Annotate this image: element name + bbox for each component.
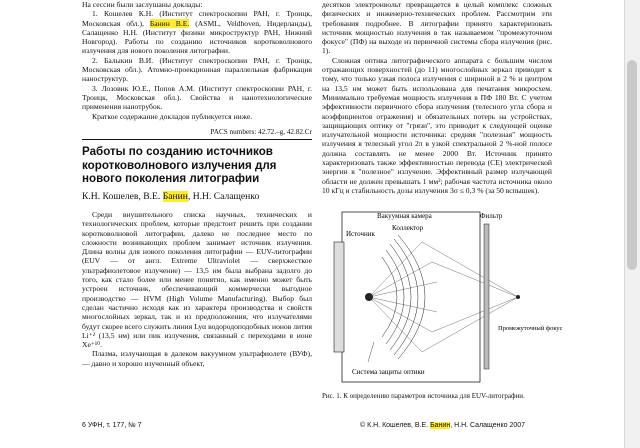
figure-caption: Рис. 1. К определению параметров источника для EUV-литографии.: [322, 392, 525, 400]
label-vacuum: Вакуумная камера: [377, 212, 432, 220]
source-body: [334, 242, 344, 352]
label-focus: Промежуточный фокус: [498, 325, 563, 332]
search-highlight: Банин: [162, 191, 188, 202]
label-source: Источник: [346, 230, 375, 238]
report-item-1: 1. Кошелев К.Н. (Институт спектроскопии РАН, г. Троицк, Московская обл.), Банин В.Е. (ASML, Veldhoven, Нидерланды), Салащенко Н.Н. (Институт физики микроструктур РАН, Нижний Новгород). Работы по созданию источников коротковолнового излучения для нового поколения литографии.: [82, 9, 312, 56]
filter: [484, 224, 489, 369]
footer-copyright: © К.Н. Кошелев, В.Е. Банин, Н.Н. Салащенко 2007: [360, 422, 526, 429]
label-filter: Фильтр: [480, 212, 503, 220]
article-title: Работы по созданию источников коротковолнового излучения для нового поколения литографии: [82, 145, 277, 186]
search-highlight: Банин: [430, 422, 451, 429]
report-item-3: 3. Лозовик Ю.Е., Попов А.М. (Институт спектроскопии РАН, г. Троицк, Московская обл.). Свойства и нанотехнологические применения нанотрубок.: [82, 83, 312, 112]
article-body-left: [82, 210, 312, 368]
label-collector: Коллектор: [392, 224, 424, 232]
article-authors: К.Н. Кошелев, В.Е. Банин, Н.Н. Салащенко: [82, 191, 260, 202]
report-item-2: 2. Балыкин В.И. (Институт спектроскопии РАН, г. Троицк, Московская обл.). Атомно-проекционная параллельная фабрикация наноструктур.: [82, 55, 313, 84]
paragraph: Среди внушительного списка научных, технических и технологических проблем, которые предстоит решить при создании коротковолновой литографии, далеко не последнее место по сложности возникающих проблем занимает источник излучения. Длина волны для нового поколения литографии — EUV-литографии (EUV — от англ. Extreme Ultraviolet — сверхжесткое ультрафиолетовое излучение) — 13,5 нм была выбрана задолго до того, как стало более или менее понятно, как именно может быть устроен источник, обеспечивающий коммерчески выгодное производство — HVM (High Volume Manufacturing). Выбор был сделан частично исходя как из характера производства и свойств многослойных зеркал, так и из предположения, что излучателями будут скорее всего служить линия Lyα водородоподобных ионов лития Li⁺² (13,5 нм) или пик излучения, связанный с переходами в ионе Xe⁺¹⁰.: [82, 210, 312, 350]
footer-journal: 6 УФН, т. 177, № 7: [82, 422, 142, 429]
paragraph: Плазма, излучающая в далеком вакуумном ультрафиолете (ВУФ), — давно и хорошо изученный объект,: [82, 349, 312, 368]
collector-shells: [382, 235, 425, 359]
rays: [369, 242, 518, 352]
session-reports: [82, 0, 312, 121]
article-body-right: [322, 0, 552, 195]
paragraph: десятков электронвольт превращается в целый комплекс сложных физических и инженерно-технических проблем. Рассмотрим эти требования подробнее. В литографии принято характеризовать источник мощностью излучения в так называемом "промежуточном фокусе" (ПФ) на выходе из первичной системы сбора излучения (рис. 1).: [322, 0, 552, 56]
scrollbar-thumb[interactable]: [627, 60, 637, 270]
reports-intro: На сессии были заслушаны доклады:: [82, 0, 203, 9]
search-highlight: Банин В.Е.: [149, 18, 190, 28]
pacs-numbers: PACS numbers: 42.72.–g, 42.82.Cr: [210, 128, 312, 136]
intermediate-focus: [516, 295, 520, 299]
reports-closing: Краткое содержание докладов публикуется ниже.: [92, 111, 253, 121]
figure-euv-source: [322, 202, 563, 392]
paragraph: Сложная оптика литографического аппарата с большим числом отражающих поверхностей (до 11) многослойных зеркал приводит к тому, что только узкая полоса излучения с шириной в 2 % и центром на 13,5 нм может быть использована для печатания микросхем. Минимально требуемая мощность излучения в ПФ 180 Вт. С учетом эффективности первичного сбора излучения (телесного угла сбора и коэффициентов отражения) и обязательных потерь на устройствах, защищающих оптику от "грязи", это приводит к следующей оценке излучательной мощности источника: средняя "полезная" мощность излучения в телесный угол 2π в узкой спектральной 2 %-ной полосе должна составлять не менее 2000 Вт. Источник принято характеризовать также эффективностью перевода (CE) электрической энергии в "полезное" излучение. Эффективный размер излучающей области не должен превышать 1 мм²; рабочая частота источника около 10 кГц и стабильность дозы излучения 3σ ≤ 0,3 % (за 50 вспышек).: [322, 55, 552, 195]
label-protection: Система защиты оптики: [352, 368, 425, 376]
divider: [82, 139, 312, 140]
